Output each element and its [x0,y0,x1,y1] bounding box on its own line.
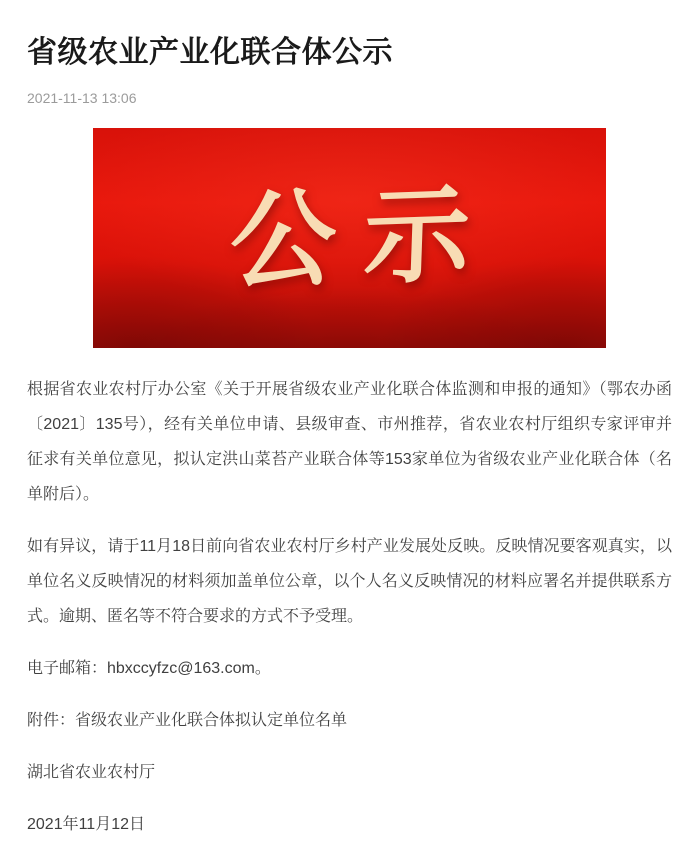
paragraph-objection-notice: 如有异议，请于11月18日前向省农业农村厅乡村产业发展处反映。反映情况要客观真实，以单位名义反映情况的材料须加盖单位公章，以个人名义反映情况的材料应署名并提供联系方式。逾期、匿名等不符合要求的方式不予受理。 [27,538,672,625]
attachment-line: 附件：省级农业产业化联合体拟认定单位名单 [27,712,348,729]
banner-text: 公示 [227,174,500,302]
issuer-signature: 湖北省农业农村厅 [27,764,156,781]
announcement-banner-image [93,128,606,348]
article-body [27,372,672,842]
document-date: 2021年11月12日 [27,816,146,833]
publish-date: 2021-11-13 13:06 [27,90,137,106]
email-line: 电子邮箱：hbxccyfzc@163.com。 [27,660,271,677]
paragraph-basis: 根据省农业农村厅办公室《关于开展省级农业产业化联合体监测和申报的通知》（鄂农办函〔2021〕135号），经有关单位申请、县级审查、市州推荐，省农业农村厅组织专家评审并征求有关单位意见，拟认定洪山菜苔产业联合体等153家单位为省级农业产业化联合体（名单附后）。 [27,381,672,503]
article-title: 省级农业产业化联合体公示 [27,36,393,69]
